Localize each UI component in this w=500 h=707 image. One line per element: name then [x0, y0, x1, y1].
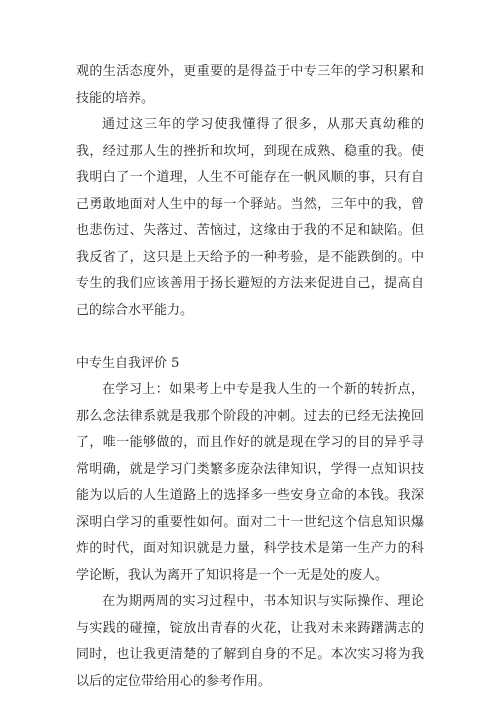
paragraph-internship: 在为期两周的实习过程中，书本知识与实际操作、理论与实践的碰撞，锭放出青春的火花，让我对未来踌躇满志的同时，也让我更清楚的了解到自身的不足。本次实习将为我以后的定位带给用心的参考作用。	[76, 594, 424, 689]
paragraph-continued: 观的生活态度外，更重要的是得益于中专三年的学习积累和技能的培养。	[76, 64, 424, 106]
section-heading: 中专生自我评价 5	[76, 355, 180, 371]
paragraph-study: 在学习上：如果考上中专是我人生的一个新的转折点，那么念法律系就是我那个阶段的冲刺。过去的已经无法挽回了，唯一能够做的，而且作好的就是现在学习的目的异乎寻常明确，就是学习门类繁多庞杂法律知识，学得一点知识技能为以后的人生道路上的选择多一些安身立命的本钱。我深深明白学习的重要性如何。面对二十一世纪这个信息知识爆炸的时代，面对知识就是力量，科学技术是第一生产力的科学论断，我认为离开了知识将是一个一无是处的废人。	[76, 382, 424, 583]
section-spacer	[76, 324, 424, 351]
paragraph-three-years: 通过这三年的学习使我懂得了很多，从那天真幼稚的我，经过那人生的挫折和坎坷，到现在成熟、稳重的我。使我明白了一个道理，人生不可能存在一帆风顺的事，只有自己勇敢地面对人生中的每一个驿站。当然，三年中的我，曾也悲伤过、失落过、苦恼过，这缘由于我的不足和缺陷。但我反省了，这只是上天给予的一种考验，是不能跌倒的。中专生的我们应该善用于扬长避短的方法来促进自己，提高自己的综合水平能力。	[76, 117, 424, 318]
document-page	[76, 59, 424, 695]
